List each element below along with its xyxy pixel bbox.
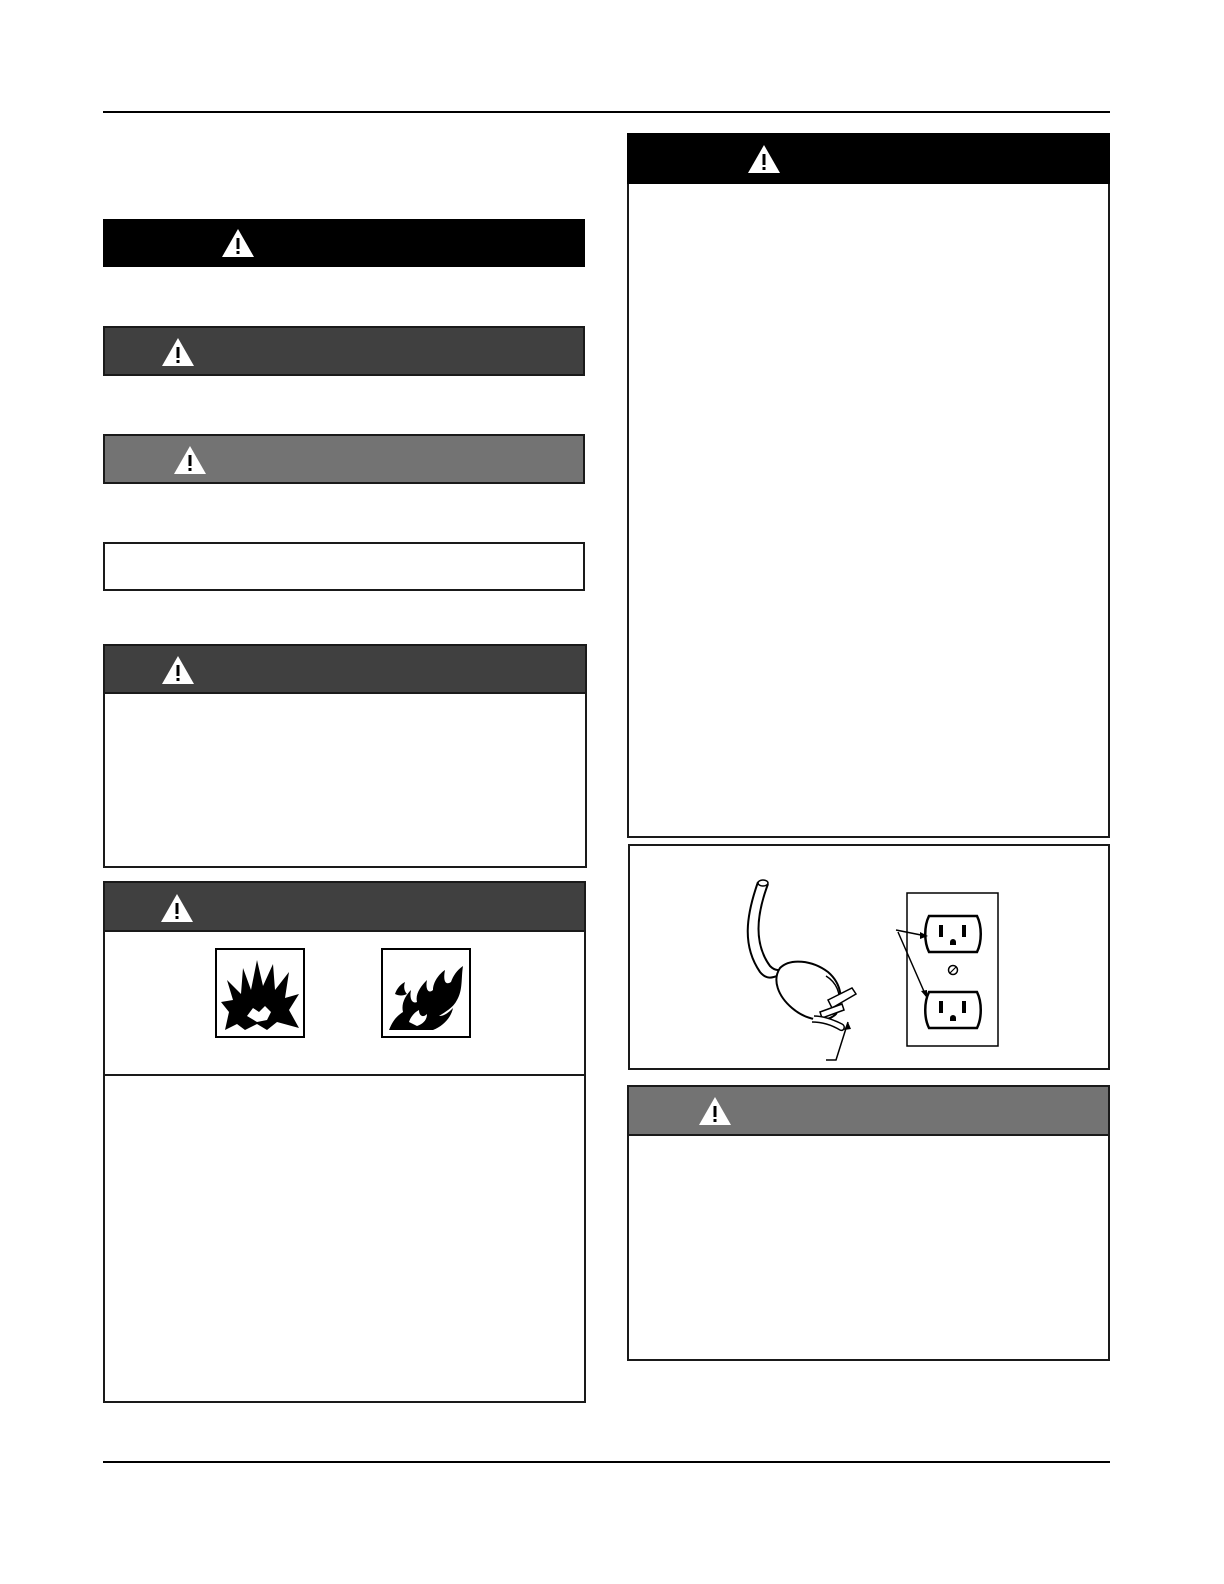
warning-triangle-icon [697,1095,733,1127]
bottom-rule [103,1461,1110,1463]
warning-triangle-icon [159,892,195,924]
warning-box-2-pictogram-divider [105,1074,584,1076]
danger-signal-panel [103,219,585,267]
danger-box [627,133,1110,838]
grounding-illustration-box [628,844,1110,1070]
grounded-plug-illustration [630,846,1108,1068]
warning-triangle-icon [220,227,256,259]
caution-box-divider [629,1134,1108,1136]
explosion-hazard-icon [215,948,305,1038]
danger-box-header [627,133,1110,184]
warning-box-1-header [105,646,585,692]
warning-box-1-divider [105,692,585,694]
warning-triangle-icon [746,143,782,175]
top-rule [103,111,1110,113]
warning-signal-panel [103,326,585,376]
warning-triangle-icon [160,336,196,368]
warning-box-2-header-divider [105,930,584,932]
warning-box-2 [103,881,586,1403]
warning-triangle-icon [160,654,196,686]
warning-triangle-icon [172,444,208,476]
fire-hazard-icon [381,948,471,1038]
warning-box-2-header [105,883,584,930]
caution-signal-panel [103,434,585,484]
caution-box-header [629,1087,1108,1134]
notice-panel [103,542,585,591]
